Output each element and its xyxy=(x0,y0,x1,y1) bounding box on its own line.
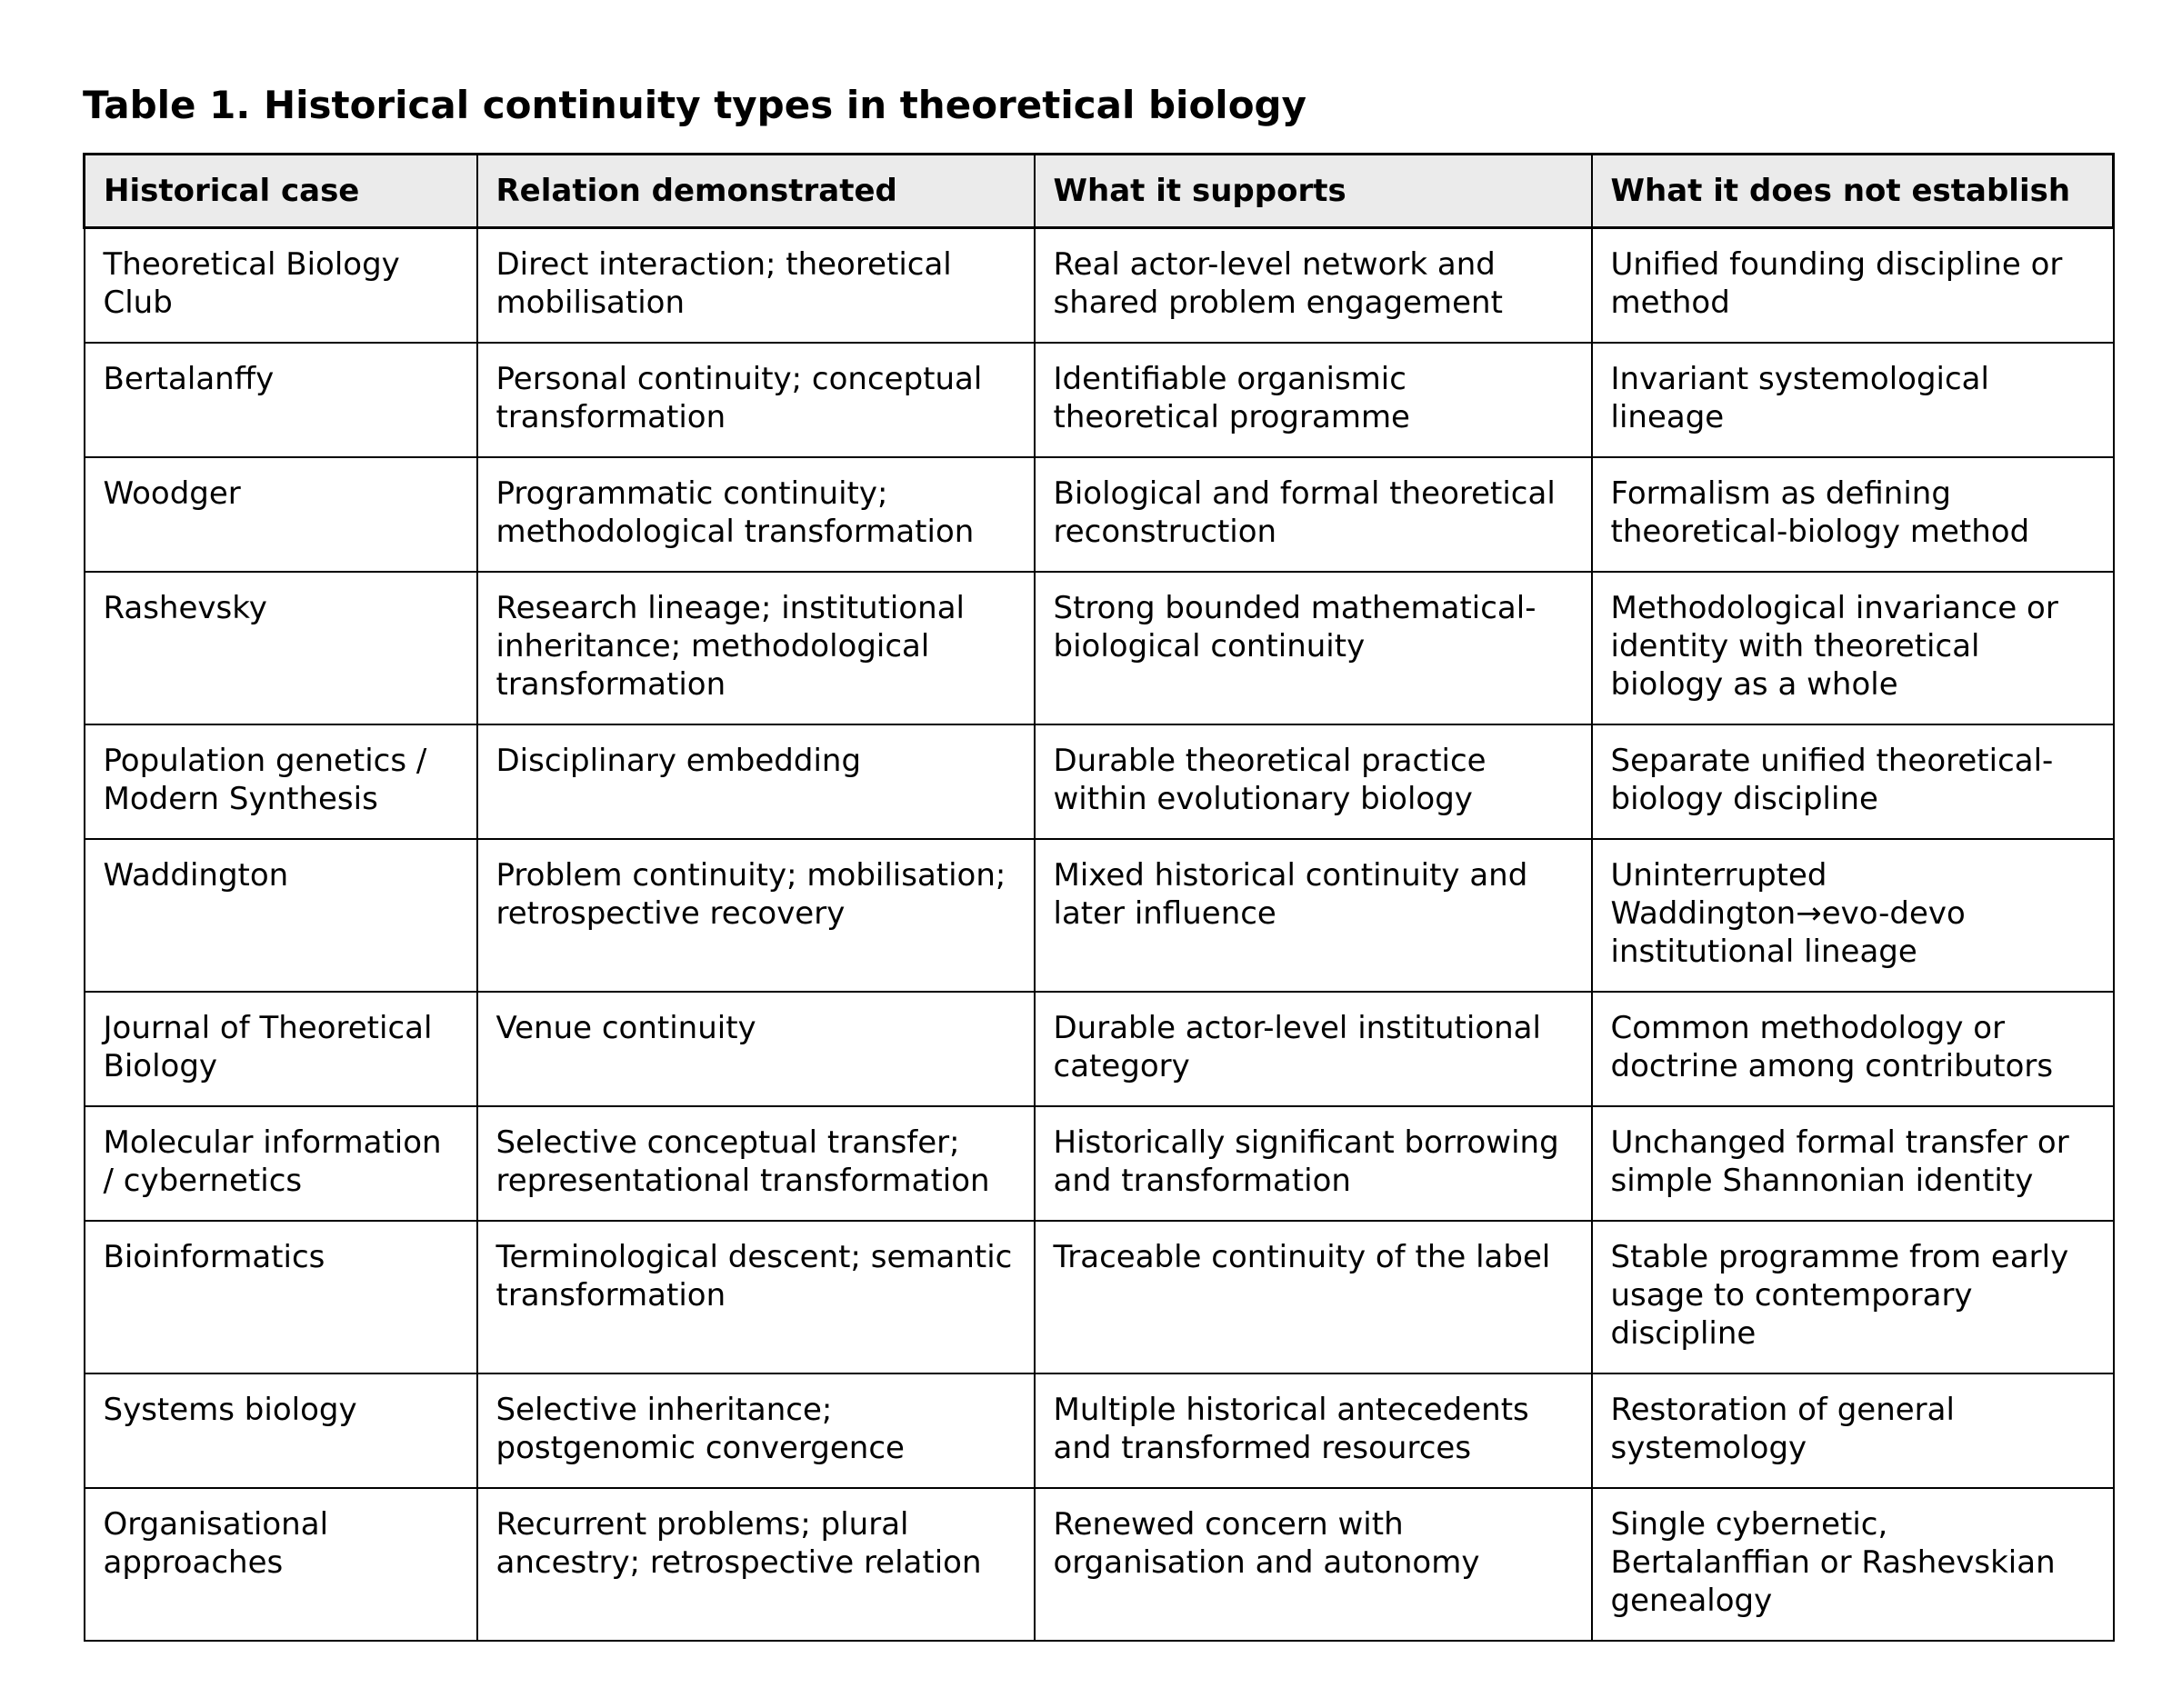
document-page xyxy=(83,80,2112,1642)
cell-what-it-does-not-establish: Unchanged formal transfer or simple Shannonian identity xyxy=(1592,1106,2114,1221)
cell-historical-case: Population genetics / Modern Synthesis xyxy=(85,724,477,839)
cell-what-it-supports: Renewed concern with organisation and autonomy xyxy=(1035,1488,1592,1641)
cell-historical-case: Theoretical Biology Club xyxy=(85,228,477,344)
cell-relation-demonstrated: Terminological descent; semantic transformation xyxy=(477,1221,1035,1373)
cell-relation-demonstrated: Problem continuity; mobilisation; retrospective recovery xyxy=(477,839,1035,992)
column-header-what-it-supports: What it supports xyxy=(1035,155,1592,228)
cell-what-it-does-not-establish: Methodological invariance or identity with theoretical biology as a whole xyxy=(1592,572,2114,724)
cell-what-it-supports: Durable theoretical practice within evolutionary biology xyxy=(1035,724,1592,839)
cell-what-it-supports: Multiple historical antecedents and transformed resources xyxy=(1035,1373,1592,1488)
cell-relation-demonstrated: Research lineage; institutional inheritance; methodological transformation xyxy=(477,572,1035,724)
cell-what-it-does-not-establish: Stable programme from early usage to contemporary discipline xyxy=(1592,1221,2114,1373)
table-header-row xyxy=(85,155,2114,228)
cell-what-it-does-not-establish: Common methodology or doctrine among contributors xyxy=(1592,992,2114,1106)
cell-what-it-does-not-establish: Restoration of general systemology xyxy=(1592,1373,2114,1488)
table-row xyxy=(85,1221,2114,1373)
cell-historical-case: Woodger xyxy=(85,457,477,572)
cell-relation-demonstrated: Programmatic continuity; methodological transformation xyxy=(477,457,1035,572)
cell-what-it-does-not-establish: Invariant systemological lineage xyxy=(1592,343,2114,457)
cell-what-it-does-not-establish: Unified founding discipline or method xyxy=(1592,228,2114,344)
cell-relation-demonstrated: Personal continuity; conceptual transformation xyxy=(477,343,1035,457)
table-row xyxy=(85,1373,2114,1488)
cell-what-it-supports: Durable actor-level institutional category xyxy=(1035,992,1592,1106)
cell-what-it-supports: Real actor-level network and shared problem engagement xyxy=(1035,228,1592,344)
table-row xyxy=(85,228,2114,344)
cell-what-it-supports: Strong bounded mathematical-biological continuity xyxy=(1035,572,1592,724)
cell-what-it-supports: Traceable continuity of the label xyxy=(1035,1221,1592,1373)
cell-what-it-does-not-establish: Separate unified theoretical-biology discipline xyxy=(1592,724,2114,839)
cell-relation-demonstrated: Selective conceptual transfer; representational transformation xyxy=(477,1106,1035,1221)
cell-what-it-supports: Identifiable organismic theoretical programme xyxy=(1035,343,1592,457)
table-row xyxy=(85,572,2114,724)
column-header-what-it-does-not-establish: What it does not establish xyxy=(1592,155,2114,228)
cell-historical-case: Waddington xyxy=(85,839,477,992)
table-title: Table 1. Historical continuity types in theoretical biology xyxy=(83,83,1306,127)
cell-historical-case: Systems biology xyxy=(85,1373,477,1488)
table-row xyxy=(85,343,2114,457)
continuity-table xyxy=(83,153,2115,1642)
cell-relation-demonstrated: Disciplinary embedding xyxy=(477,724,1035,839)
table-row xyxy=(85,839,2114,992)
table-row xyxy=(85,992,2114,1106)
cell-historical-case: Journal of Theoretical Biology xyxy=(85,992,477,1106)
cell-relation-demonstrated: Direct interaction; theoretical mobilisation xyxy=(477,228,1035,344)
cell-what-it-does-not-establish: Single cybernetic, Bertalanffian or Rashevskian genealogy xyxy=(1592,1488,2114,1641)
table-row xyxy=(85,457,2114,572)
column-header-relation-demonstrated: Relation demonstrated xyxy=(477,155,1035,228)
cell-what-it-supports: Historically significant borrowing and transformation xyxy=(1035,1106,1592,1221)
table-row xyxy=(85,1488,2114,1641)
cell-what-it-supports: Mixed historical continuity and later influence xyxy=(1035,839,1592,992)
cell-historical-case: Bioinformatics xyxy=(85,1221,477,1373)
cell-historical-case: Molecular information / cybernetics xyxy=(85,1106,477,1221)
cell-what-it-does-not-establish: Formalism as defining theoretical-biology method xyxy=(1592,457,2114,572)
column-header-historical-case: Historical case xyxy=(85,155,477,228)
cell-relation-demonstrated: Recurrent problems; plural ancestry; retrospective relation xyxy=(477,1488,1035,1641)
cell-what-it-supports: Biological and formal theoretical reconstruction xyxy=(1035,457,1592,572)
table-row xyxy=(85,724,2114,839)
cell-relation-demonstrated: Venue continuity xyxy=(477,992,1035,1106)
cell-what-it-does-not-establish: Uninterrupted Waddington→evo-devo institutional lineage xyxy=(1592,839,2114,992)
table-row xyxy=(85,1106,2114,1221)
cell-historical-case: Organisational approaches xyxy=(85,1488,477,1641)
cell-historical-case: Rashevsky xyxy=(85,572,477,724)
cell-relation-demonstrated: Selective inheritance; postgenomic convergence xyxy=(477,1373,1035,1488)
cell-historical-case: Bertalanffy xyxy=(85,343,477,457)
